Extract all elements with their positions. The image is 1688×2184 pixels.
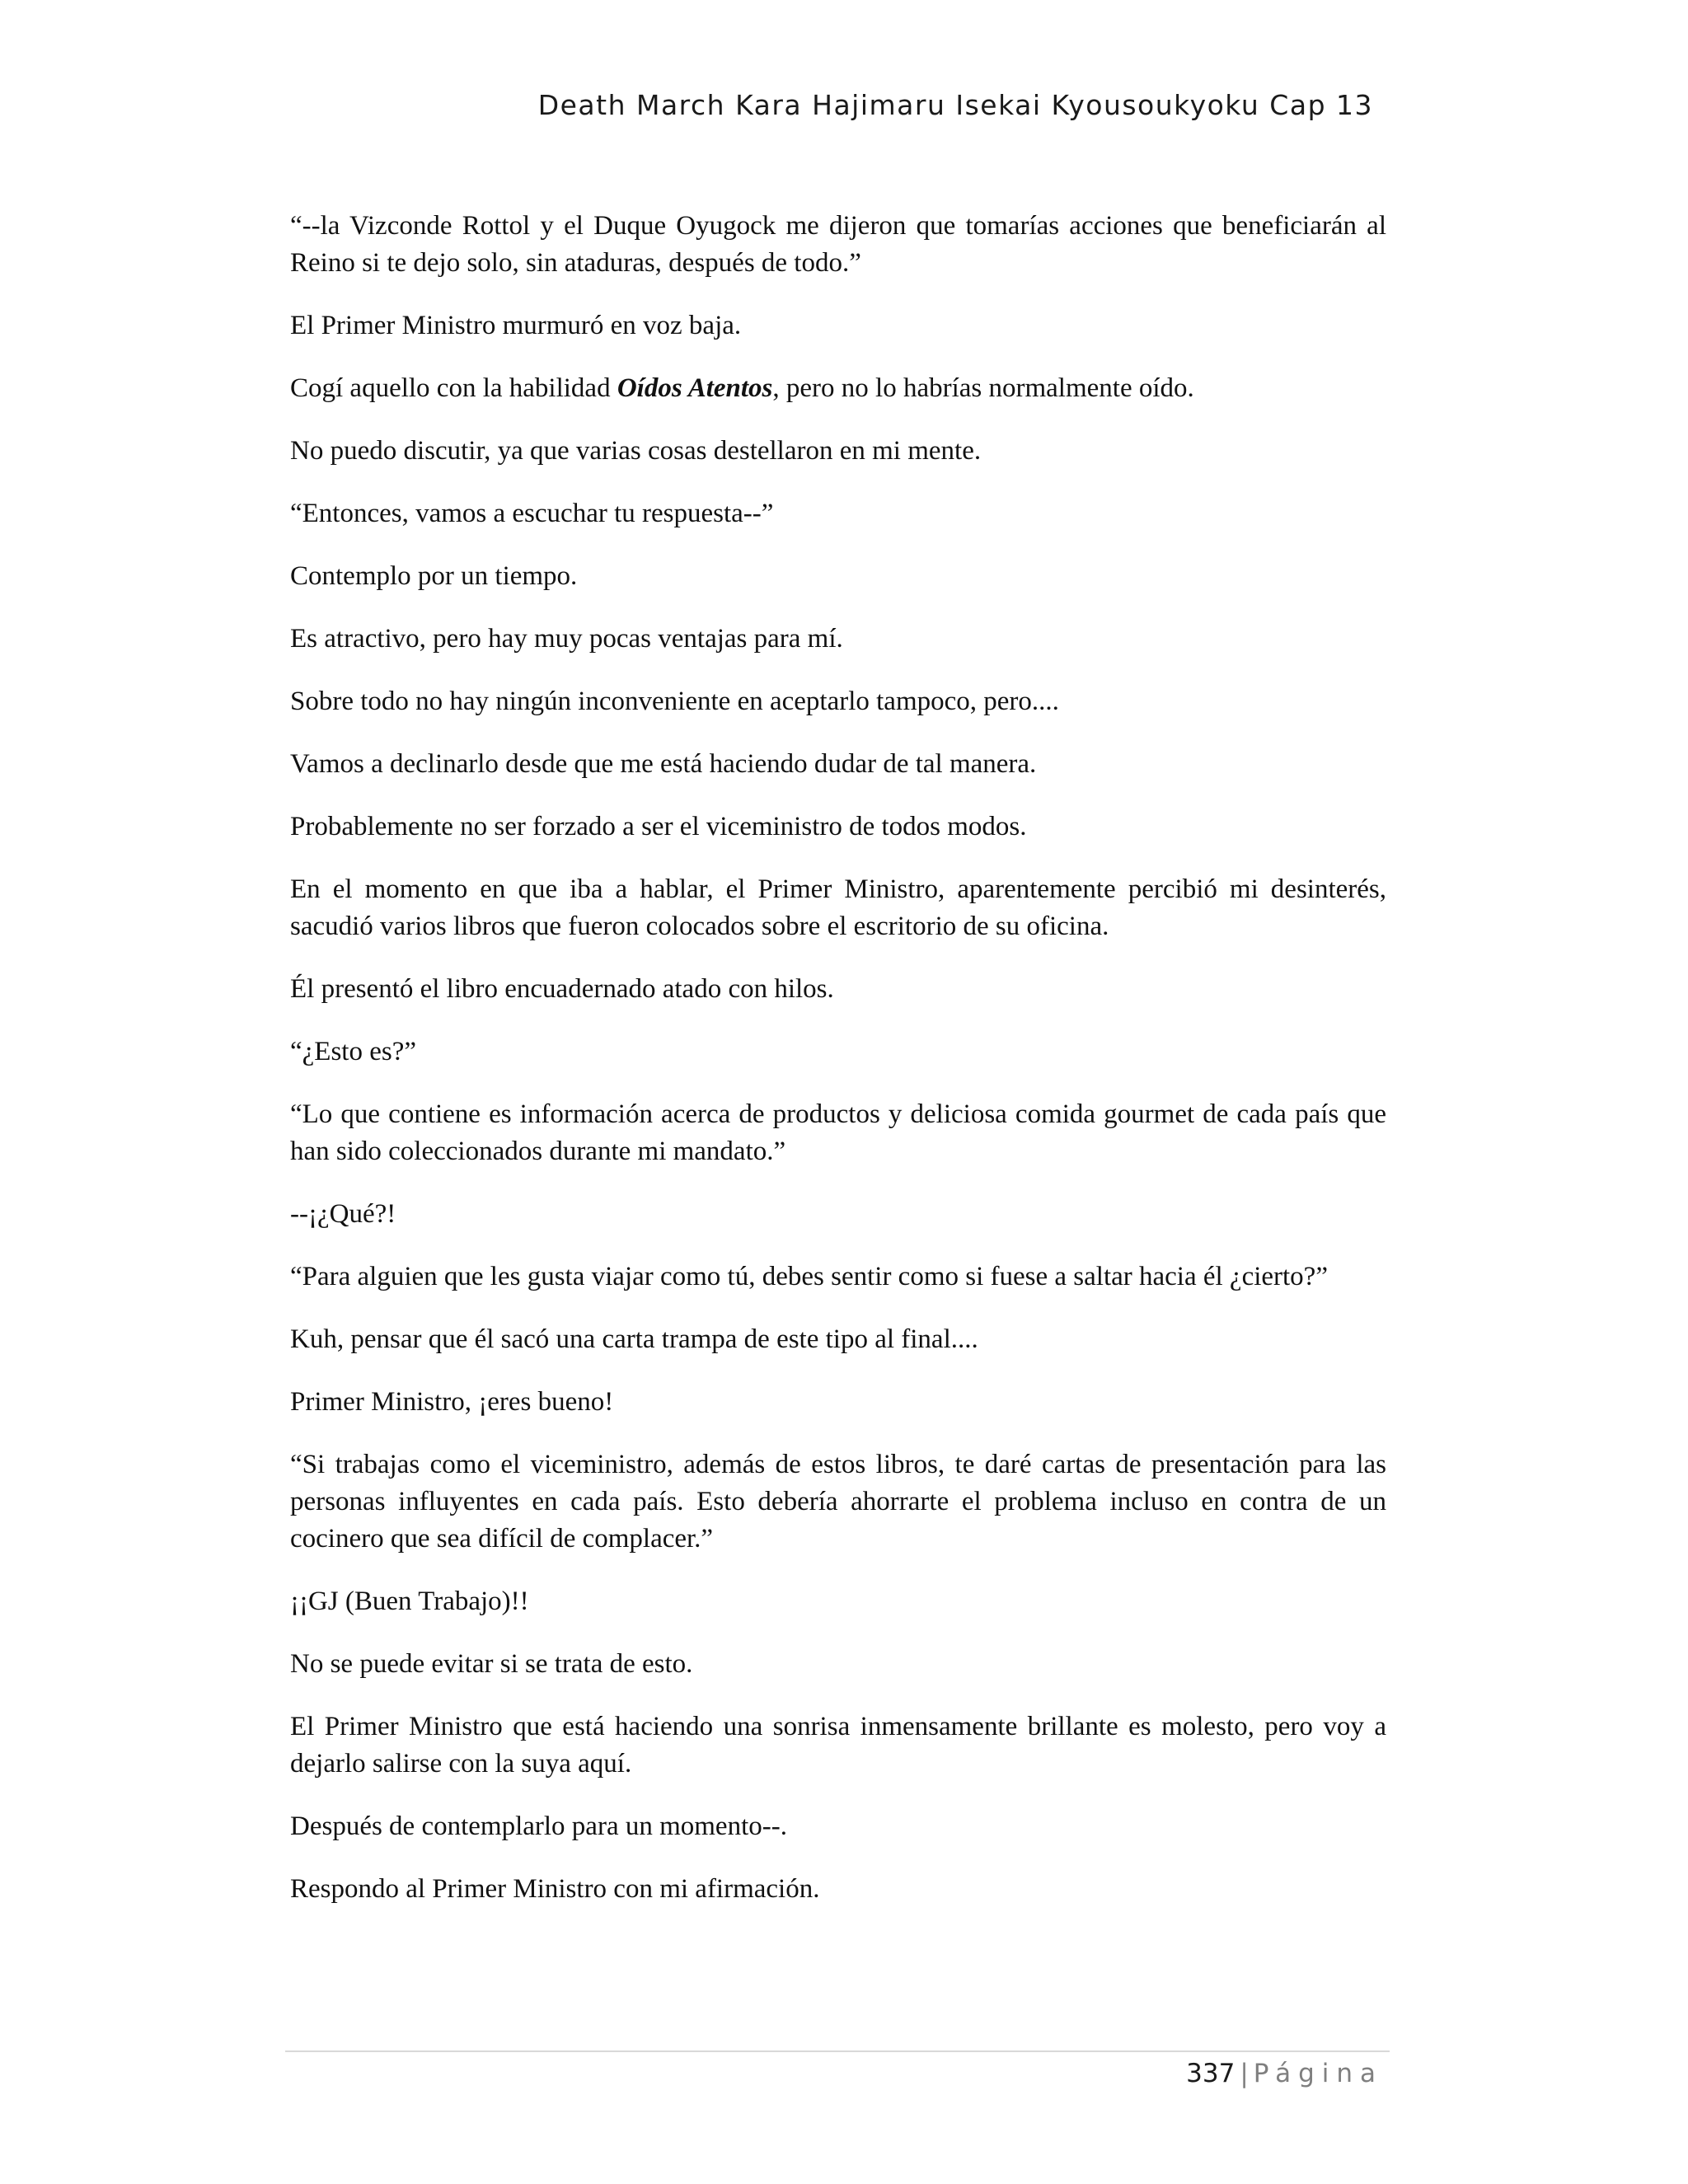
body-text [290, 208, 1386, 1933]
paragraph: “Para alguien que les gusta viajar como tú, debes sentir como si fuese a saltar hacia él ¿cierto?” [290, 1262, 1328, 1291]
paragraph: “Entonces, vamos a escuchar tu respuesta--” [290, 499, 774, 528]
paragraph: Él presentó el libro encuadernado atado con hilos. [290, 974, 834, 1004]
paragraph: Es atractivo, pero hay muy pocas ventajas para mí. [290, 624, 843, 654]
paragraph: “¿Esto es?” [290, 1037, 416, 1066]
paragraph: El Primer Ministro murmuró en voz baja. [290, 311, 742, 340]
paragraph [290, 370, 1386, 407]
paragraph: No se puede evitar si se trata de esto. [290, 1649, 693, 1679]
paragraph: Después de contemplarlo para un momento--. [290, 1811, 787, 1841]
paragraph: Probablemente no ser forzado a ser el viceministro de todos modos. [290, 812, 1027, 841]
paragraph-text: Cogí aquello con la habilidad [290, 373, 617, 403]
paragraph: ¡¡GJ (Buen Trabajo)!! [290, 1586, 529, 1616]
paragraph: Contemplo por un tiempo. [290, 561, 578, 591]
footer-separator: | [1240, 2059, 1249, 2088]
paragraph: Primer Ministro, ¡eres bueno! [290, 1387, 614, 1417]
running-header: Death March Kara Hajimaru Isekai Kyousoukyoku Cap 13 [537, 89, 1373, 121]
page-label: Página [1253, 2059, 1383, 2088]
paragraph: --¡¿Qué?! [290, 1199, 396, 1229]
page-number: 337 [1186, 2059, 1236, 2088]
skill-name: Oídos Atentos [617, 373, 773, 403]
page-footer [1186, 2059, 1383, 2088]
paragraph: “--la Vizconde Rottol y el Duque Oyugock me dijeron que tomarías acciones que beneficiarán al Reino si te dejo solo, sin ataduras, después de todo.” [290, 211, 1386, 278]
paragraph-text: , pero no lo habrías normalmente oído. [772, 373, 1194, 403]
paragraph: Vamos a declinarlo desde que me está haciendo dudar de tal manera. [290, 749, 1037, 779]
paragraph: En el momento en que iba a hablar, el Primer Ministro, aparentemente percibió mi desinterés, sacudió varios libros que fueron colocados sobre el escritorio de su oficina. [290, 874, 1386, 941]
paragraph: Respondo al Primer Ministro con mi afirmación. [290, 1874, 820, 1904]
paragraph: El Primer Ministro que está haciendo una sonrisa inmensamente brillante es molesto, pero voy a dejarlo salirse con la suya aquí. [290, 1712, 1386, 1779]
paragraph: Sobre todo no hay ningún inconveniente en aceptarlo tampoco, pero.... [290, 687, 1059, 716]
paragraph: No puedo discutir, ya que varias cosas destellaron en mi mente. [290, 436, 982, 466]
paragraph: “Si trabajas como el viceministro, además de estos libros, te daré cartas de presentación para las personas influyentes en cada país. Esto debería ahorrarte el problema incluso en contra de un cocinero que sea difícil de complacer.” [290, 1450, 1386, 1554]
paragraph: “Lo que contiene es información acerca de productos y deliciosa comida gourmet de cada país que han sido coleccionados durante mi mandato.” [290, 1099, 1386, 1166]
footer-divider [285, 2050, 1390, 2052]
paragraph: Kuh, pensar que él sacó una carta trampa de este tipo al final.... [290, 1324, 978, 1354]
